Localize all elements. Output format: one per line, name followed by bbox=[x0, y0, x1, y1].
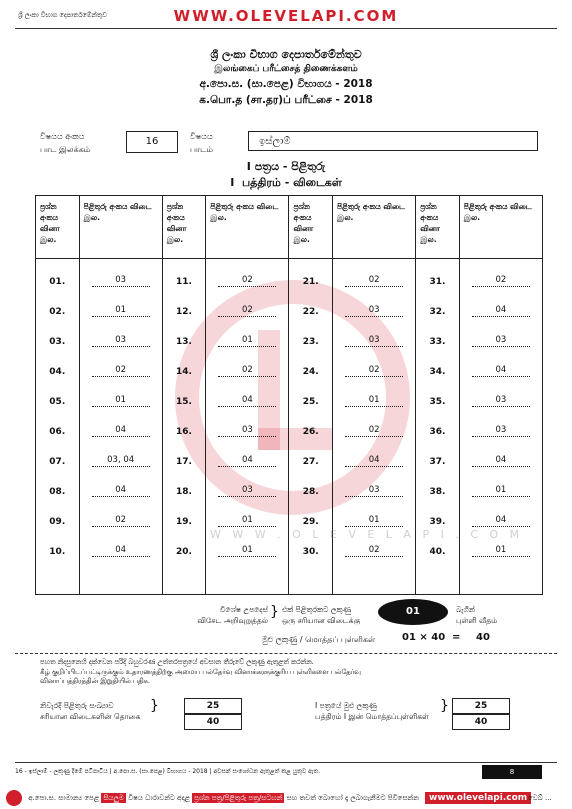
question-number: 04. bbox=[49, 367, 66, 377]
question-number: 09. bbox=[49, 517, 66, 527]
q-column-4 bbox=[416, 259, 460, 595]
answer-cell: 03 bbox=[80, 267, 162, 297]
site-banner[interactable]: WWW.OLEVELAPI.COM bbox=[173, 7, 399, 25]
total-formula: 01 × 40 bbox=[402, 632, 446, 643]
dept-title-si: ශ්‍රී ලංකා විභාග දෙපාර්තමේන්තුව bbox=[210, 48, 362, 61]
question-number: 12. bbox=[176, 307, 192, 317]
a-column-1 bbox=[79, 259, 162, 595]
a-header: පිළිතුරු අංකය விடை இல. bbox=[459, 196, 542, 259]
footer-divider bbox=[15, 762, 557, 763]
question-number: 27. bbox=[302, 457, 319, 467]
exam-title-si: අ.පො.ස. (සා.පෙළ) විභාගය - 2018 bbox=[199, 78, 373, 90]
footer-text: 16 - ඉස්ලාම් - ලකුණු දීමේ පටිපාටිය | අ.පො.ස. (සා.පෙළ) විභාගය - 2018 | අවසන් සංශෝධන ඇතුළත් කළ යුතුව ඇත. bbox=[15, 768, 321, 775]
promo-text-mid: විෂය ධාරාවන්ට අදාළ bbox=[128, 794, 190, 802]
answer-cell: 04 bbox=[206, 387, 288, 417]
question-number: 08. bbox=[49, 487, 66, 497]
answer-cell: 01 bbox=[206, 327, 288, 357]
exam-title-ta: க.பொ.த (சா.தர)ப் பரீட்சை - 2018 bbox=[199, 94, 373, 106]
answer-cell: 01 bbox=[460, 477, 542, 507]
question-number: 28. bbox=[302, 487, 319, 497]
question-number: 25. bbox=[302, 397, 319, 407]
watermark-text: W W W . O L E V E L A P I . C O M bbox=[210, 528, 524, 541]
answer-cell: 03 bbox=[206, 417, 288, 447]
question-number: 11. bbox=[176, 277, 192, 287]
answer-cell: 02 bbox=[80, 357, 162, 387]
correct-count-of-box: 40 bbox=[184, 714, 242, 730]
section-title-ta: I பத்திரம் - விடைகள் bbox=[230, 176, 342, 189]
answer-cell: 03 bbox=[333, 297, 415, 327]
question-number: 24. bbox=[302, 367, 319, 377]
answer-cell: 02 bbox=[206, 297, 288, 327]
answer-cell: 02 bbox=[333, 537, 415, 567]
dept-title-ta: இலங்கைப் பரீட்சைத் திணைக்களம் bbox=[214, 64, 358, 74]
answer-cell: 04 bbox=[80, 477, 162, 507]
answer-cell: 01 bbox=[206, 507, 288, 537]
brace-icon: } bbox=[270, 604, 279, 620]
question-number: 36. bbox=[429, 427, 446, 437]
header-department-text: ශ්‍රී ලංකා විභාග දෙපාර්තමේන්තුව bbox=[18, 11, 107, 19]
promo-site-link[interactable]: www.olevelapi.com bbox=[425, 792, 531, 804]
answer-cell: 03 bbox=[460, 327, 542, 357]
answer-cell: 04 bbox=[460, 447, 542, 477]
answer-cell: 04 bbox=[460, 297, 542, 327]
answer-cell: 03 bbox=[206, 477, 288, 507]
answer-cell: 03 bbox=[460, 387, 542, 417]
subject-code-box: 16 bbox=[126, 131, 178, 153]
answer-cell: 01 bbox=[206, 537, 288, 567]
answer-cell: 02 bbox=[333, 357, 415, 387]
total-marks-label: මුළු ලකුණු / மொத்தப் புள்ளிகள் bbox=[262, 635, 376, 644]
site-logo-icon bbox=[6, 790, 22, 806]
section-title-si: I පත්‍රය - පිළිතුරු bbox=[246, 160, 326, 173]
a-header: පිළිතුරු අංකය விடை இல. bbox=[206, 196, 289, 259]
a-header: පිළිතුරු අංකය விடை இல. bbox=[333, 196, 416, 259]
answer-cell: 03, 04 bbox=[80, 447, 162, 477]
answer-cell: 03 bbox=[333, 327, 415, 357]
question-number: 29. bbox=[302, 517, 319, 527]
a-column-3 bbox=[333, 259, 416, 595]
answer-cell: 01 bbox=[80, 387, 162, 417]
question-number: 35. bbox=[429, 397, 446, 407]
subject-code-label: විෂයය අංකය பாட இலக்கம் bbox=[40, 132, 91, 154]
question-number: 32. bbox=[429, 307, 446, 317]
brace-icon: } bbox=[150, 698, 159, 714]
note-block bbox=[40, 658, 540, 687]
question-number: 02. bbox=[49, 307, 66, 317]
answer-cell: 01 bbox=[333, 387, 415, 417]
a-header: පිළිතුරු අංකය விடை இல. bbox=[79, 196, 162, 259]
question-number: 22. bbox=[302, 307, 319, 317]
q-header: ප්‍රශ්න අංකය வினா இல. bbox=[416, 196, 460, 259]
question-number: 39. bbox=[429, 517, 446, 527]
answer-table-body bbox=[36, 259, 543, 595]
answer-cell: 04 bbox=[80, 537, 162, 567]
equals-sign: = bbox=[452, 632, 461, 643]
answer-cell: 03 bbox=[460, 417, 542, 447]
brace-icon: } bbox=[440, 698, 449, 714]
answer-cell: 04 bbox=[80, 417, 162, 447]
promo-tag-papers: ප්‍රශ්න පත්‍ර/පිළිතුරු පත්‍ර/සටහන් bbox=[194, 794, 283, 802]
q-column-1 bbox=[36, 259, 80, 595]
question-number: 06. bbox=[49, 427, 66, 437]
question-number: 37. bbox=[429, 457, 446, 467]
question-number: 40. bbox=[429, 547, 446, 557]
per-answer-label: එක් පිළිතුරකට ලකුණු ஒரு சரியான விடைக்கு bbox=[282, 605, 361, 625]
question-number: 01. bbox=[49, 277, 66, 287]
page-number: 8 bbox=[482, 765, 542, 779]
answer-cell: 03 bbox=[333, 477, 415, 507]
promo-tag-all: සියලුම bbox=[103, 794, 124, 802]
q-header: ප්‍රශ්න අංකය வினா இல. bbox=[36, 196, 80, 259]
question-number: 38. bbox=[429, 487, 446, 497]
question-number: 05. bbox=[49, 397, 66, 407]
note-line-2: கீழ் குறிப்பிடப்பட்டிருக்கும் உதாரணத்திற்கு அமைய பல்தேர்வு வினாக்களுக்குரிய புள்ளிகளை பல்தேர்வு bbox=[40, 667, 361, 676]
subject-name-box: ඉස්ලාම් bbox=[248, 131, 538, 151]
question-number: 18. bbox=[176, 487, 192, 497]
answer-cell: 02 bbox=[206, 267, 288, 297]
paper-total-of-box: 40 bbox=[452, 714, 510, 730]
correct-count-label: නිවැරදි පිළිතුරු සංඛ්‍යාව சரியான விடைகளின் தொகை bbox=[40, 701, 141, 721]
promo-tail: වෙබ් ... bbox=[528, 794, 552, 802]
question-number: 31. bbox=[429, 277, 446, 287]
correct-count-box: 25 bbox=[184, 698, 242, 714]
answer-cell: 01 bbox=[460, 537, 542, 567]
note-line-1: පහත නිදසුනෙහි දක්වෙන පරිදි බහුවරණ උත්තරපත්‍රයේ අවසාන තීරුවේ ලකුණු ඇතුළත් කරන්න. bbox=[40, 658, 314, 666]
per-answer-marks-badge: 01 bbox=[378, 599, 448, 625]
q-column-2 bbox=[162, 259, 206, 595]
a-column-2 bbox=[206, 259, 289, 595]
answer-cell: 02 bbox=[333, 417, 415, 447]
answer-cell: 04 bbox=[460, 357, 542, 387]
note-line-3: வினாப்பத்திரத்தின் இறுதியில் பதிக. bbox=[40, 677, 151, 685]
question-number: 17. bbox=[176, 457, 192, 467]
marks-each-label: බැගින් புள்ளி வீதம் bbox=[456, 605, 498, 625]
note-divider bbox=[15, 653, 557, 654]
paper-total-box: 25 bbox=[452, 698, 510, 714]
a-column-4 bbox=[459, 259, 542, 595]
question-number: 16. bbox=[176, 427, 192, 437]
question-number: 23. bbox=[302, 337, 319, 347]
answer-cell: 04 bbox=[460, 507, 542, 537]
answer-cell: 02 bbox=[333, 267, 415, 297]
answer-cell: 02 bbox=[80, 507, 162, 537]
q-header: ප්‍රශ්න අංකය வினா இல. bbox=[289, 196, 333, 259]
question-number: 21. bbox=[302, 277, 319, 287]
answer-cell: 01 bbox=[80, 297, 162, 327]
question-number: 19. bbox=[176, 517, 192, 527]
promo-text-start: අ.පො.ස. සාමාන්‍ය පෙළ bbox=[28, 794, 100, 802]
question-number: 20. bbox=[176, 547, 192, 557]
subject-name-label: විෂයය பாடம் bbox=[190, 132, 213, 154]
promo-text-end: සහ තවත් බොහෝ දෑ ලබාගැනීමට පිවිසෙන්න bbox=[286, 794, 419, 802]
answer-cell: 04 bbox=[206, 447, 288, 477]
total-marks-value: 40 bbox=[476, 632, 490, 643]
question-number: 33. bbox=[429, 337, 446, 347]
answer-cell: 02 bbox=[206, 357, 288, 387]
question-number: 26. bbox=[302, 427, 319, 437]
answer-cell: 02 bbox=[460, 267, 542, 297]
question-number: 34. bbox=[429, 367, 446, 377]
question-number: 30. bbox=[302, 547, 319, 557]
paper-total-label: I පත්‍රයේ මුළු ලකුණු பத்திரம் I இன் மொத்தப்புள்ளிகள் bbox=[315, 701, 429, 721]
answer-cell: 01 bbox=[333, 507, 415, 537]
special-instructions-label: විශේෂ උපදෙස් விசேட அறிவுறுத்தல் bbox=[197, 605, 268, 625]
answer-cell: 03 bbox=[80, 327, 162, 357]
question-number: 13. bbox=[176, 337, 192, 347]
question-number: 03. bbox=[49, 337, 66, 347]
question-number: 15. bbox=[176, 397, 192, 407]
q-column-3 bbox=[289, 259, 333, 595]
answer-table-header bbox=[36, 196, 543, 259]
answer-cell: 04 bbox=[333, 447, 415, 477]
q-header: ප්‍රශ්න අංකය வினா இல. bbox=[162, 196, 206, 259]
question-number: 07. bbox=[49, 457, 66, 467]
question-number: 14. bbox=[176, 367, 192, 377]
header-divider bbox=[15, 28, 557, 29]
question-number: 10. bbox=[49, 547, 66, 557]
